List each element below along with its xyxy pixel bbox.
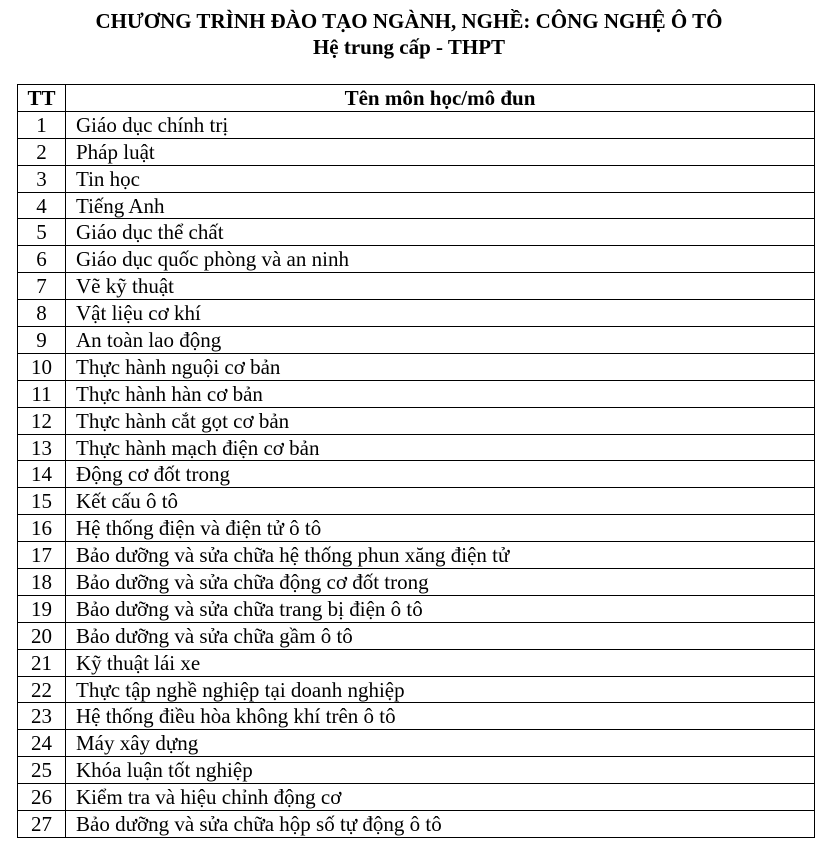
column-header-number: TT — [18, 85, 66, 112]
course-name: Bảo dưỡng và sửa chữa động cơ đốt trong — [66, 569, 815, 596]
table-row — [18, 111, 815, 138]
row-number: 5 — [18, 219, 66, 246]
row-number: 25 — [18, 757, 66, 784]
course-name: Bảo dưỡng và sửa chữa hộp số tự động ô tô — [66, 811, 815, 838]
row-number: 26 — [18, 784, 66, 811]
table-row — [18, 569, 815, 596]
table-row — [18, 703, 815, 730]
table-row — [18, 730, 815, 757]
row-number: 4 — [18, 192, 66, 219]
course-name: Động cơ đốt trong — [66, 461, 815, 488]
table-row — [18, 434, 815, 461]
row-number: 27 — [18, 811, 66, 838]
course-name: Thực hành hàn cơ bản — [66, 380, 815, 407]
table-row — [18, 380, 815, 407]
row-number: 16 — [18, 515, 66, 542]
row-number: 12 — [18, 407, 66, 434]
column-header-name: Tên môn học/mô đun — [66, 85, 815, 112]
course-name: Bảo dưỡng và sửa chữa gầm ô tô — [66, 622, 815, 649]
row-number: 10 — [18, 353, 66, 380]
table-row — [18, 353, 815, 380]
course-name: Pháp luật — [66, 138, 815, 165]
course-name: Thực tập nghề nghiệp tại doanh nghiệp — [66, 676, 815, 703]
table-row — [18, 165, 815, 192]
table-row — [18, 219, 815, 246]
row-number: 9 — [18, 327, 66, 354]
table-row — [18, 757, 815, 784]
table-row — [18, 327, 815, 354]
row-number: 1 — [18, 111, 66, 138]
course-table-header — [18, 85, 815, 112]
document-subtitle: Hệ trung cấp - THPT — [312, 35, 506, 59]
course-name: Vẽ kỹ thuật — [66, 273, 815, 300]
table-row — [18, 273, 815, 300]
course-table-body — [18, 111, 815, 837]
table-row — [18, 649, 815, 676]
row-number: 21 — [18, 649, 66, 676]
course-name: Tiếng Anh — [66, 192, 815, 219]
table-row — [18, 811, 815, 838]
course-name: Thực hành mạch điện cơ bản — [66, 434, 815, 461]
document-title: CHƯƠNG TRÌNH ĐÀO TẠO NGÀNH, NGHỀ: CÔNG NGHỆ Ô TÔ — [95, 9, 723, 33]
course-name: Hệ thống điều hòa không khí trên ô tô — [66, 703, 815, 730]
course-name: Kết cấu ô tô — [66, 488, 815, 515]
table-row — [18, 246, 815, 273]
row-number: 15 — [18, 488, 66, 515]
course-name: Thực hành nguội cơ bản — [66, 353, 815, 380]
row-number: 18 — [18, 569, 66, 596]
table-row — [18, 488, 815, 515]
course-name: Kiểm tra và hiệu chỉnh động cơ — [66, 784, 815, 811]
row-number: 6 — [18, 246, 66, 273]
row-number: 2 — [18, 138, 66, 165]
table-row — [18, 542, 815, 569]
course-name: Giáo dục thể chất — [66, 219, 815, 246]
course-name: Vật liệu cơ khí — [66, 300, 815, 327]
table-row — [18, 300, 815, 327]
course-name: Tin học — [66, 165, 815, 192]
table-row — [18, 461, 815, 488]
course-name: Máy xây dựng — [66, 730, 815, 757]
row-number: 11 — [18, 380, 66, 407]
row-number: 23 — [18, 703, 66, 730]
table-row — [18, 515, 815, 542]
row-number: 20 — [18, 622, 66, 649]
table-row — [18, 622, 815, 649]
table-row — [18, 138, 815, 165]
row-number: 7 — [18, 273, 66, 300]
table-row — [18, 676, 815, 703]
course-table — [17, 84, 815, 838]
row-number: 17 — [18, 542, 66, 569]
course-name: Thực hành cắt gọt cơ bản — [66, 407, 815, 434]
course-name: Giáo dục quốc phòng và an ninh — [66, 246, 815, 273]
table-row — [18, 784, 815, 811]
course-name: Kỹ thuật lái xe — [66, 649, 815, 676]
course-name: An toàn lao động — [66, 327, 815, 354]
course-name: Bảo dưỡng và sửa chữa hệ thống phun xăng điện tử — [66, 542, 815, 569]
row-number: 14 — [18, 461, 66, 488]
course-name: Giáo dục chính trị — [66, 111, 815, 138]
table-row — [18, 192, 815, 219]
course-name: Hệ thống điện và điện tử ô tô — [66, 515, 815, 542]
header-row — [18, 85, 815, 112]
row-number: 8 — [18, 300, 66, 327]
course-name: Bảo dưỡng và sửa chữa trang bị điện ô tô — [66, 595, 815, 622]
table-row — [18, 595, 815, 622]
course-name: Khóa luận tốt nghiệp — [66, 757, 815, 784]
table-row — [18, 407, 815, 434]
row-number: 22 — [18, 676, 66, 703]
row-number: 3 — [18, 165, 66, 192]
row-number: 13 — [18, 434, 66, 461]
row-number: 24 — [18, 730, 66, 757]
row-number: 19 — [18, 595, 66, 622]
